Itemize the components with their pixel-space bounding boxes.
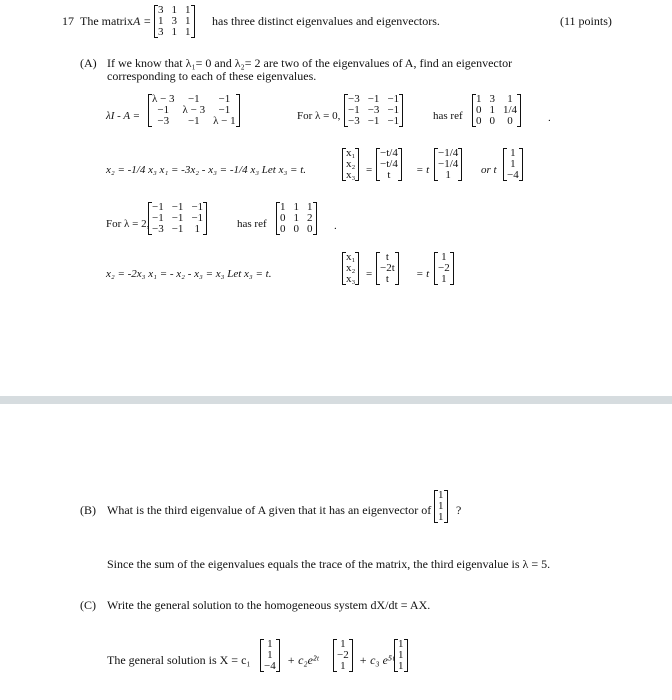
right-bracket bbox=[444, 490, 448, 523]
part-b-label: (B) bbox=[80, 503, 96, 517]
vec-t2 bbox=[376, 252, 399, 285]
matrix-entry: 0 bbox=[489, 115, 495, 127]
right-bracket bbox=[313, 202, 317, 235]
left-bracket bbox=[472, 94, 476, 127]
matrix-entry: λ − 3 bbox=[182, 104, 206, 116]
for2-label: For λ = 2, bbox=[106, 218, 150, 230]
matrix-entry: 0 bbox=[476, 104, 482, 116]
matrix-entry: 1 bbox=[398, 660, 404, 672]
matrix-entry: −3 bbox=[157, 115, 170, 127]
matrix-entry: 1 bbox=[158, 15, 164, 27]
matrix-entry: −2t bbox=[380, 262, 395, 274]
eq-t-0: = t bbox=[416, 164, 430, 176]
solution-v1 bbox=[260, 639, 280, 672]
right-bracket bbox=[276, 639, 280, 672]
matrix-entry: 1 bbox=[441, 251, 447, 263]
matrix-entry: 1 bbox=[280, 201, 286, 213]
right-bracket bbox=[395, 252, 399, 285]
matrix-entry: λ − 3 bbox=[152, 93, 175, 105]
sol0-equations: x₂ = -1/4 x₃ x₁ = -3x₂ - x₃ = -1/4 x₃ Let x₃ = t. bbox=[106, 164, 307, 176]
matrix-entry: −1 bbox=[387, 115, 400, 127]
right-bracket bbox=[349, 639, 353, 672]
matrix-entry: −4 bbox=[507, 169, 519, 181]
matrix-entry: −3 bbox=[348, 93, 360, 105]
matrix-entry: −3 bbox=[348, 115, 360, 127]
part-b-qmark: ? bbox=[456, 503, 462, 517]
left-bracket bbox=[148, 202, 152, 235]
vec-int-0 bbox=[503, 148, 523, 181]
matrix-entry: 3 bbox=[171, 15, 177, 27]
matrix-entry: 1 bbox=[267, 638, 273, 650]
matrix-entry: x₂ bbox=[346, 262, 356, 274]
matrix-entry: 1 bbox=[267, 649, 273, 661]
matrix-entry: −1 bbox=[348, 104, 360, 116]
matrix-entry: 1 bbox=[489, 104, 495, 116]
matrix-entry: 2 bbox=[307, 212, 313, 224]
matrix-entry: −1/4 bbox=[438, 158, 459, 170]
right-bracket bbox=[450, 252, 454, 285]
matrix-entry: 0 bbox=[476, 115, 482, 127]
matrix-entry: t bbox=[385, 273, 389, 285]
right-bracket bbox=[519, 148, 523, 181]
matrix-entry: x₃ bbox=[346, 273, 356, 285]
matrix-entry: −1 bbox=[367, 115, 380, 127]
matrix-entry: x₂ bbox=[346, 158, 356, 170]
matrix-entry: −1 bbox=[171, 223, 184, 235]
general-solution-prefix: The general solution is X = c₁ bbox=[107, 653, 251, 667]
part-a-question-line1: If we know that λ₁= 0 and λ₂= 2 are two of the eigenvalues of A, find an eigenvector bbox=[107, 56, 513, 70]
left-bracket bbox=[342, 148, 346, 181]
matrix-entry: −1 bbox=[218, 93, 231, 105]
matrix-entry: −1 bbox=[152, 201, 164, 213]
matrix-entry: 0 bbox=[280, 223, 286, 235]
matrix-entry: −1 bbox=[171, 201, 184, 213]
has-ref-0: has ref bbox=[433, 110, 463, 122]
right-bracket bbox=[517, 94, 521, 127]
matrix-entry: 3 bbox=[158, 4, 164, 16]
matrix-entry: −2 bbox=[337, 649, 349, 661]
part-b-question: What is the third eigenvalue of A given that it has an eigenvector of bbox=[107, 503, 432, 517]
matrix-entry: 1 bbox=[171, 4, 177, 16]
left-bracket bbox=[376, 148, 380, 181]
matrix-entry: 1 bbox=[171, 26, 177, 38]
left-bracket bbox=[276, 202, 280, 235]
matrix-entry: −1 bbox=[187, 93, 200, 105]
matrix-entry: 1 bbox=[438, 489, 444, 501]
matrix-a bbox=[154, 5, 195, 38]
left-bracket bbox=[503, 148, 507, 181]
matrix-entry: 1 bbox=[398, 649, 404, 661]
right-bracket bbox=[458, 148, 462, 181]
matrix-entry: 1 bbox=[438, 511, 444, 523]
vec-t0 bbox=[376, 148, 402, 181]
for0-matrix bbox=[344, 94, 403, 127]
matrix-entry: −3 bbox=[367, 104, 380, 116]
intro-suffix: has three distinct eigenvalues and eigenvectors. bbox=[212, 14, 440, 28]
matrix-entry: 1 bbox=[507, 93, 513, 105]
left-bracket bbox=[434, 490, 438, 523]
right-bracket bbox=[355, 252, 359, 285]
left-bracket bbox=[154, 5, 158, 38]
sol2-equations: x₂ = -2x₃ x₁ = - x₂ - x₃ = x₃ Let x₃ = t. bbox=[106, 268, 272, 280]
matrix-entry: −1 bbox=[218, 104, 231, 116]
part-b-eigvec bbox=[434, 490, 448, 523]
matrix-entry: 0 bbox=[280, 212, 286, 224]
left-bracket bbox=[434, 252, 438, 285]
matrix-entry: −1 bbox=[367, 93, 380, 105]
solution-plus-c3: + c₃ e⁵ᵗ bbox=[359, 653, 395, 667]
matrix-entry: −4 bbox=[264, 660, 276, 672]
matrix-entry: 0 bbox=[293, 223, 299, 235]
matrix-entry: t bbox=[387, 169, 391, 181]
section-separator bbox=[0, 396, 672, 404]
right-bracket bbox=[404, 639, 408, 672]
part-a-label: (A) bbox=[80, 56, 97, 70]
intro-prefix: The matrix bbox=[80, 14, 133, 28]
left-bracket bbox=[376, 252, 380, 285]
matrix-entry: 1 bbox=[340, 660, 346, 672]
left-bracket bbox=[148, 94, 152, 127]
matrix-entry: −1/4 bbox=[438, 147, 459, 159]
matrix-entry: −1 bbox=[191, 201, 204, 213]
solution-v2 bbox=[333, 639, 353, 672]
right-bracket bbox=[399, 94, 403, 127]
part-c-question: Write the general solution to the homogeneous system dX/dt = AX. bbox=[107, 598, 431, 612]
left-bracket bbox=[333, 639, 337, 672]
left-bracket bbox=[434, 148, 438, 181]
matrix-entry: 1 bbox=[185, 26, 191, 38]
left-bracket bbox=[344, 94, 348, 127]
matrix-entry: x₁ bbox=[346, 251, 356, 263]
matrix-entry: 1/4 bbox=[503, 104, 518, 116]
matrix-entry: 1 bbox=[438, 500, 444, 512]
ref0-period: . bbox=[548, 112, 551, 124]
matrix-entry: 1 bbox=[307, 201, 313, 213]
eq-0: = bbox=[366, 164, 373, 176]
matrix-entry: 1 bbox=[441, 273, 447, 285]
matrix-entry: 1 bbox=[293, 201, 299, 213]
matrix-entry: 1 bbox=[194, 223, 201, 235]
for2-matrix bbox=[148, 202, 207, 235]
matrix-entry: 0 bbox=[307, 223, 313, 235]
matrix-entry: x₁ bbox=[346, 147, 356, 159]
matrix-entry: −3 bbox=[152, 223, 164, 235]
matrix-entry: −t/4 bbox=[380, 158, 398, 170]
part-b-answer: Since the sum of the eigenvalues equals the trace of the matrix, the third eigenvalue is λ = 5. bbox=[107, 557, 551, 571]
matrix-entry: −t/4 bbox=[380, 147, 398, 159]
matrix-entry: 3 bbox=[158, 26, 164, 38]
matrix-entry: −1 bbox=[171, 212, 184, 224]
matrix-entry: −1 bbox=[157, 104, 170, 116]
points-label: (11 points) bbox=[560, 14, 612, 28]
matrix-entry: 1 bbox=[185, 4, 191, 16]
matrix-entry: −1 bbox=[387, 104, 400, 116]
matrix-entry: 1 bbox=[445, 169, 451, 181]
right-bracket bbox=[191, 5, 195, 38]
matrix-entry: −1 bbox=[191, 212, 204, 224]
matrix-entry: x₃ bbox=[346, 169, 356, 181]
right-bracket bbox=[236, 94, 240, 127]
matrix-entry: 1 bbox=[510, 147, 516, 159]
matrix-entry: 0 bbox=[507, 115, 513, 127]
matrix-entry: 3 bbox=[489, 93, 495, 105]
vec-x-2 bbox=[342, 252, 359, 285]
matrix-name: A = bbox=[133, 14, 152, 28]
right-bracket bbox=[398, 148, 402, 181]
solution-plus-c2: + c₂e²ᵗ bbox=[287, 653, 319, 667]
left-bracket bbox=[260, 639, 264, 672]
matrix-entry: −2 bbox=[438, 262, 450, 274]
matrix-entry: 1 bbox=[476, 93, 482, 105]
part-a-question-line2: corresponding to each of these eigenvalues. bbox=[107, 69, 317, 83]
left-bracket bbox=[394, 639, 398, 672]
matrix-entry: 1 bbox=[340, 638, 346, 650]
matrix-entry: −1 bbox=[152, 212, 164, 224]
for0-label: For λ = 0, bbox=[297, 110, 341, 122]
matrix-entry: 1 bbox=[398, 638, 404, 650]
right-bracket bbox=[355, 148, 359, 181]
or-t-0: or t bbox=[481, 164, 497, 176]
matrix-entry: t bbox=[385, 251, 389, 263]
right-bracket bbox=[203, 202, 207, 235]
eq-2: = bbox=[366, 268, 373, 280]
solution-v3 bbox=[394, 639, 408, 672]
problem-number: 17 bbox=[62, 14, 74, 28]
matrix-entry: 1 bbox=[510, 158, 516, 170]
matrix-entry: 1 bbox=[185, 15, 191, 27]
vec-frac-0 bbox=[434, 148, 462, 181]
lambda-matrix bbox=[148, 94, 240, 127]
matrix-entry: 1 bbox=[293, 212, 299, 224]
vec-int-2 bbox=[434, 252, 454, 285]
ref2-matrix bbox=[276, 202, 317, 235]
vec-x-0 bbox=[342, 148, 359, 181]
matrix-entry: λ − 1 bbox=[213, 115, 236, 127]
has-ref-2: has ref bbox=[237, 218, 267, 230]
matrix-entry: −1 bbox=[387, 93, 400, 105]
part-c-label: (C) bbox=[80, 598, 96, 612]
eq-t-2: = t bbox=[416, 268, 430, 280]
matrix-entry: −1 bbox=[187, 115, 200, 127]
ref2-period: . bbox=[334, 220, 337, 232]
ref0-matrix bbox=[472, 94, 521, 127]
lambda-lhs: λI - A = bbox=[106, 110, 141, 122]
left-bracket bbox=[342, 252, 346, 285]
